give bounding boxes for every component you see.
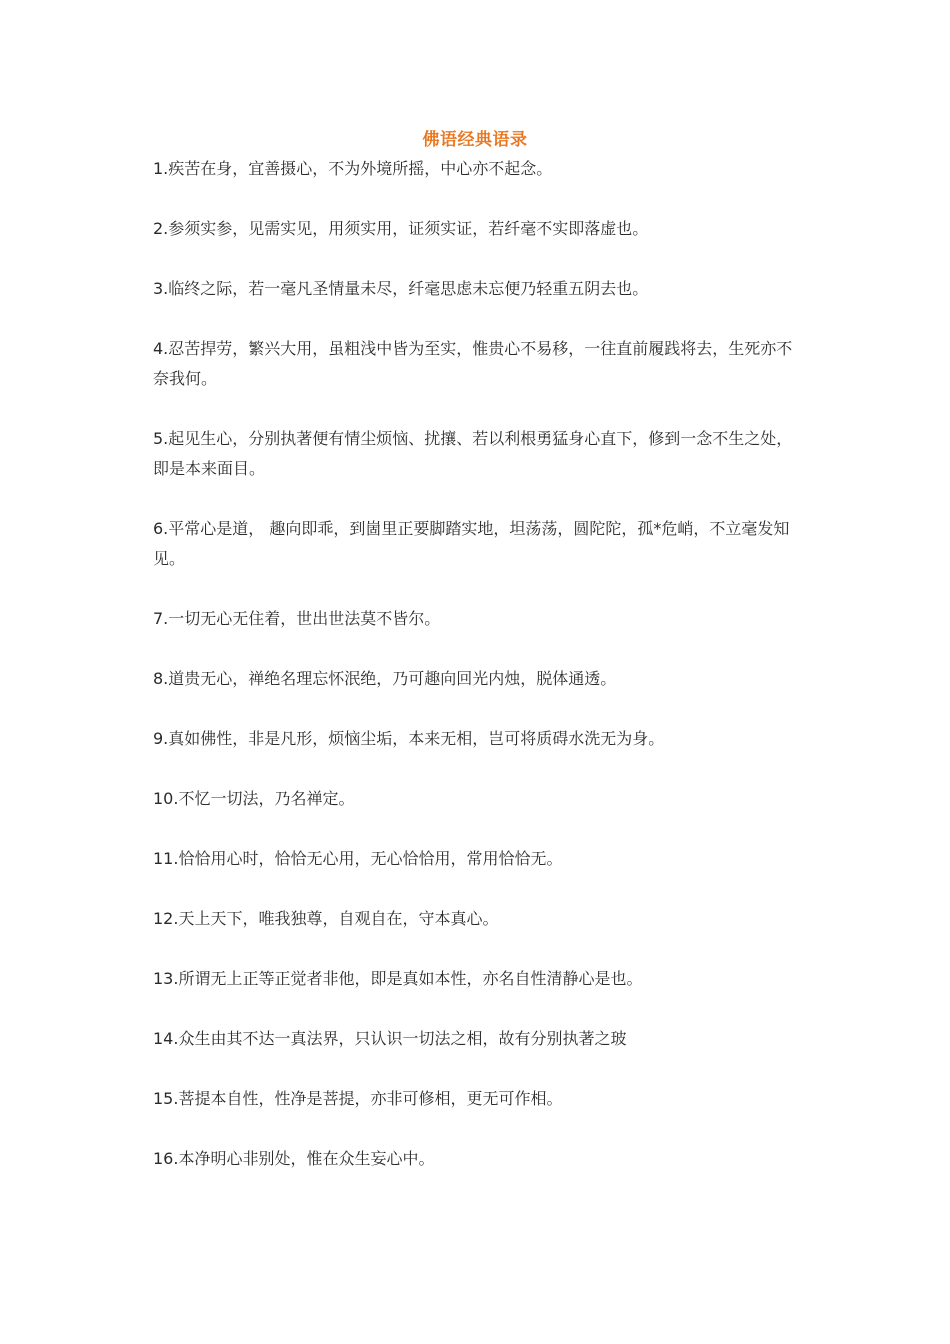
quote-item: 10.不忆一切法，乃名禅定。 [153,789,355,808]
document-title: 佛语经典语录 [422,130,528,150]
quote-item: 2.参须实参，见需实见，用须实用，证须实证，若纤毫不实即落虚也。 [153,219,649,238]
quote-item: 13.所谓无上正等正觉者非他，即是真如本性，亦名自性清静心是也。 [153,969,643,988]
quote-item: 6.平常心是道， 趣向即乖，到崮里正要脚踏实地，坦荡荡，圆陀陀，孤*危峭，不立毫发知见。 [153,519,790,568]
quote-item: 12.天上天下，唯我独尊，自观自在，守本真心。 [153,909,499,928]
quote-item: 5.起见生心，分别执著便有情尘烦恼、扰攘、若以利根勇猛身心直下，修到一念不生之处，即是本来面目。 [153,429,793,478]
quote-item: 1.疾苦在身，宜善摄心，不为外境所摇，中心亦不起念。 [153,159,553,178]
quote-item: 9.真如佛性，非是凡形，烦恼尘垢，本来无相，岂可将质碍水洗无为身。 [153,729,665,748]
quote-item: 8.道贵无心，禅绝名理忘怀泯绝，乃可趣向回光内烛，脱体通透。 [153,669,617,688]
quote-item: 15.菩提本自性，性净是菩提，亦非可修相，更无可作相。 [153,1089,563,1108]
quote-item: 16.本净明心非别处，惟在众生妄心中。 [153,1149,435,1168]
quote-item: 7.一切无心无住着，世出世法莫不皆尔。 [153,609,441,628]
quote-item: 14.众生由其不达一真法界，只认识一切法之相，故有分别执著之玻 [153,1029,627,1048]
quote-item: 11.恰恰用心时，恰恰无心用，无心恰恰用，常用恰恰无。 [153,849,563,868]
quote-item: 3.临终之际，若一毫凡圣情量未尽，纤毫思虑未忘便乃轻重五阴去也。 [153,279,649,298]
quote-list [153,154,793,1204]
quote-item: 4.忍苦捍劳，繁兴大用，虽粗浅中皆为至实，惟贵心不易移，一往直前履践将去，生死亦不奈我何。 [153,339,793,388]
